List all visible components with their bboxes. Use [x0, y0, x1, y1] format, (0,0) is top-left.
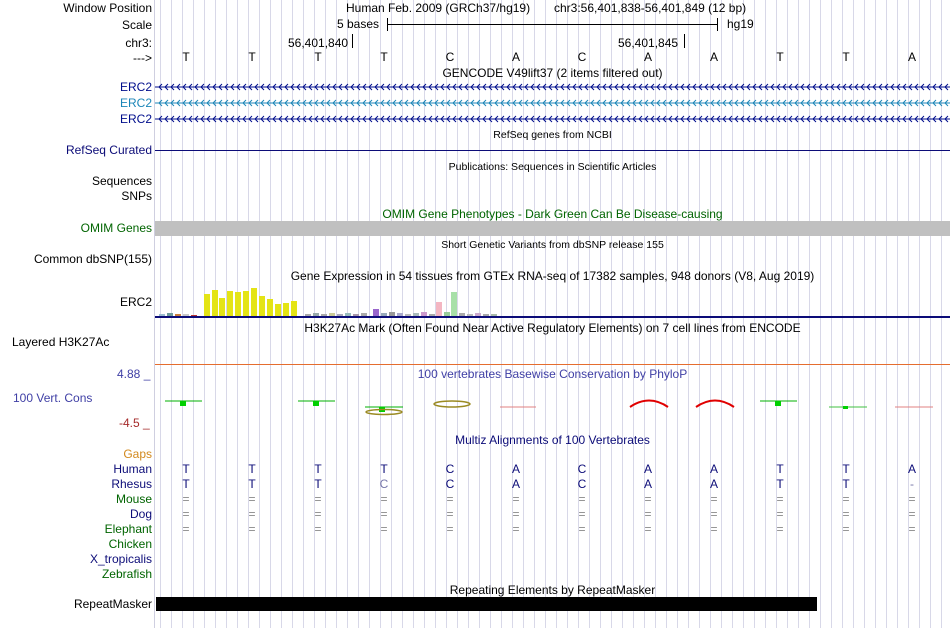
assembly-title: Human Feb. 2009 (GRCh37/hg19)	[346, 1, 531, 15]
snps-label[interactable]: SNPs	[121, 189, 152, 203]
gtex-tissue-bar[interactable]	[381, 313, 387, 316]
gtex-tissue-bar[interactable]	[436, 302, 442, 316]
gtex-tissue-bar[interactable]	[429, 314, 435, 316]
alignment-base: =	[182, 492, 190, 506]
scale-label: Scale	[121, 18, 152, 32]
alignment-base: =	[710, 492, 718, 506]
alignment-base: =	[842, 507, 850, 521]
gtex-tissue-bar[interactable]	[175, 314, 181, 316]
alignment-base: =	[248, 522, 256, 536]
gtex-tissue-bar[interactable]	[305, 314, 311, 316]
gtex-tissue-bar[interactable]	[413, 313, 419, 316]
repeatmasker-element[interactable]	[156, 597, 817, 611]
gencode-label-1[interactable]: ERC2	[119, 80, 152, 94]
scale-bar-left-tick	[387, 18, 388, 31]
phylop-mark	[630, 401, 668, 408]
alignment-base: C	[379, 477, 389, 491]
species-label[interactable]: Elephant	[104, 522, 152, 536]
gtex-tissue-bar[interactable]	[183, 314, 189, 316]
alignment-base: A	[907, 462, 916, 476]
alignment-base: A	[709, 462, 718, 476]
omim-phenotype-bar[interactable]	[155, 221, 950, 236]
alignment-base: =	[182, 507, 190, 521]
phylop-mark	[775, 401, 781, 406]
gtex-tissue-bar[interactable]	[219, 298, 225, 316]
repeatmasker-title[interactable]: Repeating Elements by RepeatMasker	[449, 583, 656, 597]
alignment-base: A	[511, 462, 520, 476]
gtex-tissue-bar[interactable]	[313, 313, 319, 316]
alignment-base: T	[248, 462, 256, 476]
gtex-tissue-bar[interactable]	[373, 309, 379, 316]
gtex-tissue-bar[interactable]	[397, 313, 403, 316]
base-letter: T	[380, 50, 388, 64]
alignment-base: =	[512, 507, 520, 521]
phylop-mark	[696, 401, 734, 408]
gtex-label[interactable]: ERC2	[119, 295, 152, 309]
phylop-max-value: 4.88 _	[117, 367, 151, 381]
species-label[interactable]: Chicken	[108, 537, 152, 551]
alignment-base: =	[908, 507, 916, 521]
base-letter: C	[577, 50, 587, 64]
alignment-base: T	[248, 477, 256, 491]
phylop-conservation-plot[interactable]	[155, 382, 950, 432]
alignment-base: T	[842, 477, 850, 491]
alignment-base: =	[842, 492, 850, 506]
coord-left: 56,401,840	[288, 36, 349, 50]
alignment-base: T	[776, 462, 784, 476]
alignment-base: =	[776, 522, 784, 536]
gtex-tissue-bar[interactable]	[291, 301, 297, 316]
alignment-base: T	[314, 477, 322, 491]
alignment-base: =	[710, 522, 718, 536]
alignment-base: =	[314, 522, 322, 536]
species-label[interactable]: Mouse	[115, 492, 152, 506]
alignment-base: A	[511, 477, 520, 491]
alignment-base: =	[248, 492, 256, 506]
h3k27ac-label[interactable]: Layered H3K27Ac	[12, 335, 110, 349]
gtex-tissue-bar[interactable]	[361, 313, 367, 316]
gtex-tissue-bar[interactable]	[227, 291, 233, 316]
gtex-title[interactable]: Gene Expression in 54 tissues from GTEx RNA-seq of 17382 samples, 948 donors (V8, Aug 2019)	[290, 269, 815, 283]
alignment-base: =	[446, 492, 454, 506]
base-letter: T	[248, 50, 256, 64]
alignment-base: =	[644, 492, 652, 506]
gtex-tissue-bar[interactable]	[167, 313, 173, 316]
omim-label[interactable]: OMIM Genes	[80, 221, 152, 235]
alignment-base: =	[380, 522, 388, 536]
gencode-label-2[interactable]: ERC2	[119, 96, 152, 110]
scale-text: 5 bases	[337, 17, 380, 31]
base-letter: A	[709, 50, 718, 64]
alignment-base: T	[182, 477, 190, 491]
gtex-tissue-bar[interactable]	[345, 313, 351, 316]
phylop-min-value: -4.5 _	[119, 416, 150, 430]
chr-label: chr3:	[125, 36, 152, 50]
h3k27ac-title[interactable]: H3K27Ac Mark (Often Found Near Active Regulatory Elements) on 7 cell lines from ENCODE	[304, 321, 801, 335]
gtex-tissue-bar[interactable]	[444, 312, 450, 316]
gtex-tissue-bar[interactable]	[421, 312, 427, 316]
dbsnp-title[interactable]: Short Genetic Variants from dbSNP release 155	[441, 239, 664, 251]
db-text: hg19	[727, 17, 754, 31]
alignment-base: =	[446, 522, 454, 536]
alignment-base: C	[577, 462, 587, 476]
gtex-tissue-bar[interactable]	[459, 313, 465, 316]
alignment-base: =	[644, 507, 652, 521]
dbsnp-label[interactable]: Common dbSNP(155)	[33, 252, 152, 266]
gtex-tissue-bar[interactable]	[243, 291, 249, 316]
species-label[interactable]: X_tropicalis	[89, 552, 152, 566]
species-label[interactable]: Rhesus	[111, 477, 152, 491]
species-label[interactable]: Gaps	[123, 447, 152, 461]
coord-left-tick	[352, 34, 353, 48]
alignment-base: C	[577, 477, 587, 491]
alignment-base: C	[445, 462, 455, 476]
alignment-base: =	[842, 522, 850, 536]
alignment-base: =	[776, 507, 784, 521]
gtex-tissue-bar[interactable]	[159, 314, 165, 316]
alignment-base: A	[643, 477, 652, 491]
base-letter: A	[907, 50, 916, 64]
gencode-title[interactable]: GENCODE V49lift37 (2 items filtered out)	[442, 66, 663, 80]
alignment-base: T	[314, 462, 322, 476]
gtex-tissue-bar[interactable]	[451, 292, 457, 316]
multiz-title[interactable]: Multiz Alignments of 100 Vertebrates	[455, 433, 650, 447]
h3k27ac-signal-line[interactable]	[155, 364, 950, 365]
alignment-base: T	[182, 462, 190, 476]
base-letter: T	[182, 50, 190, 64]
repeatmasker-label[interactable]: RepeatMasker	[73, 597, 152, 611]
coord-right-tick	[684, 34, 685, 48]
gtex-tissue-bar[interactable]	[467, 314, 473, 316]
gtex-tissue-bar[interactable]	[212, 290, 218, 316]
refseq-label[interactable]: RefSeq Curated	[65, 143, 152, 157]
refseq-gene-line[interactable]	[155, 150, 950, 151]
gencode-transcripts[interactable]	[155, 80, 950, 126]
alignment-base: C	[445, 477, 455, 491]
gtex-tissue-bar[interactable]	[475, 313, 481, 316]
gtex-tissue-bar[interactable]	[329, 313, 335, 316]
publications-title[interactable]: Publications: Sequences in Scientific Articles	[448, 161, 657, 173]
alignment-base: =	[512, 492, 520, 506]
gtex-expression-bars[interactable]	[155, 284, 950, 320]
phylop-mark	[434, 401, 470, 407]
omim-title[interactable]: OMIM Gene Phenotypes - Dark Green Can Be Disease-causing	[382, 207, 723, 221]
base-letter: T	[776, 50, 784, 64]
scale-bar	[387, 24, 718, 25]
gtex-tissue-bar[interactable]	[491, 314, 497, 316]
alignment-base: =	[314, 507, 322, 521]
gtex-tissue-bar[interactable]	[267, 299, 273, 316]
gtex-tissue-bar[interactable]	[389, 312, 395, 316]
sequences-label[interactable]: Sequences	[91, 174, 152, 188]
alignment-base: =	[578, 522, 586, 536]
refseq-title[interactable]: RefSeq genes from NCBI	[493, 129, 612, 141]
base-letter: T	[314, 50, 322, 64]
gtex-tissue-bar[interactable]	[275, 304, 281, 316]
base-letter: T	[842, 50, 850, 64]
base-letter: A	[511, 50, 520, 64]
gtex-tissue-bar[interactable]	[259, 296, 265, 316]
alignment-base: =	[248, 507, 256, 521]
alignment-base: =	[446, 507, 454, 521]
coord-right: 56,401,845	[618, 36, 679, 50]
strand-arrow-label: --->	[133, 51, 152, 65]
gtex-tissue-bar[interactable]	[483, 314, 489, 316]
alignment-base: =	[908, 522, 916, 536]
alignment-base: =	[776, 492, 784, 506]
alignment-base: =	[578, 507, 586, 521]
alignment-base: T	[842, 462, 850, 476]
window-position-label: Window Position	[63, 1, 152, 15]
phylop-label[interactable]: 100 Vert. Cons	[13, 391, 93, 405]
gtex-tissue-bar[interactable]	[251, 288, 257, 316]
species-label[interactable]: Human	[113, 462, 152, 476]
alignment-base: T	[776, 477, 784, 491]
phylop-mark	[843, 406, 848, 409]
gtex-tissue-bar[interactable]	[353, 314, 359, 316]
gtex-tissue-bar[interactable]	[204, 294, 210, 316]
species-label[interactable]: Dog	[129, 507, 152, 521]
alignment-base: -	[910, 477, 914, 491]
base-letter: C	[445, 50, 455, 64]
scale-bar-right-tick	[717, 18, 718, 31]
species-label[interactable]: Zebrafish	[101, 567, 152, 581]
alignment-base: =	[380, 492, 388, 506]
phylop-title[interactable]: 100 vertebrates Basewise Conservation by PhyloP	[417, 367, 688, 381]
alignment-base: A	[709, 477, 718, 491]
alignment-base: =	[182, 522, 190, 536]
gtex-tissue-bar[interactable]	[321, 314, 327, 316]
position-text[interactable]: chr3:56,401,838-56,401,849 (12 bp)	[554, 1, 747, 15]
alignment-base: =	[512, 522, 520, 536]
gtex-tissue-bar[interactable]	[191, 315, 197, 316]
alignment-base: =	[710, 507, 718, 521]
alignment-base: A	[643, 462, 652, 476]
alignment-base: T	[380, 462, 388, 476]
gtex-tissue-bar[interactable]	[405, 314, 411, 316]
phylop-mark	[313, 401, 319, 406]
gtex-tissue-bar[interactable]	[235, 292, 241, 316]
base-letter: A	[643, 50, 652, 64]
alignment-base: =	[314, 492, 322, 506]
gencode-label-3[interactable]: ERC2	[119, 112, 152, 126]
phylop-mark	[180, 401, 186, 406]
alignment-base: =	[908, 492, 916, 506]
gtex-tissue-bar[interactable]	[283, 303, 289, 316]
alignment-base: =	[380, 507, 388, 521]
gtex-tissue-bar[interactable]	[337, 314, 343, 316]
alignment-base: =	[644, 522, 652, 536]
alignment-base: =	[578, 492, 586, 506]
